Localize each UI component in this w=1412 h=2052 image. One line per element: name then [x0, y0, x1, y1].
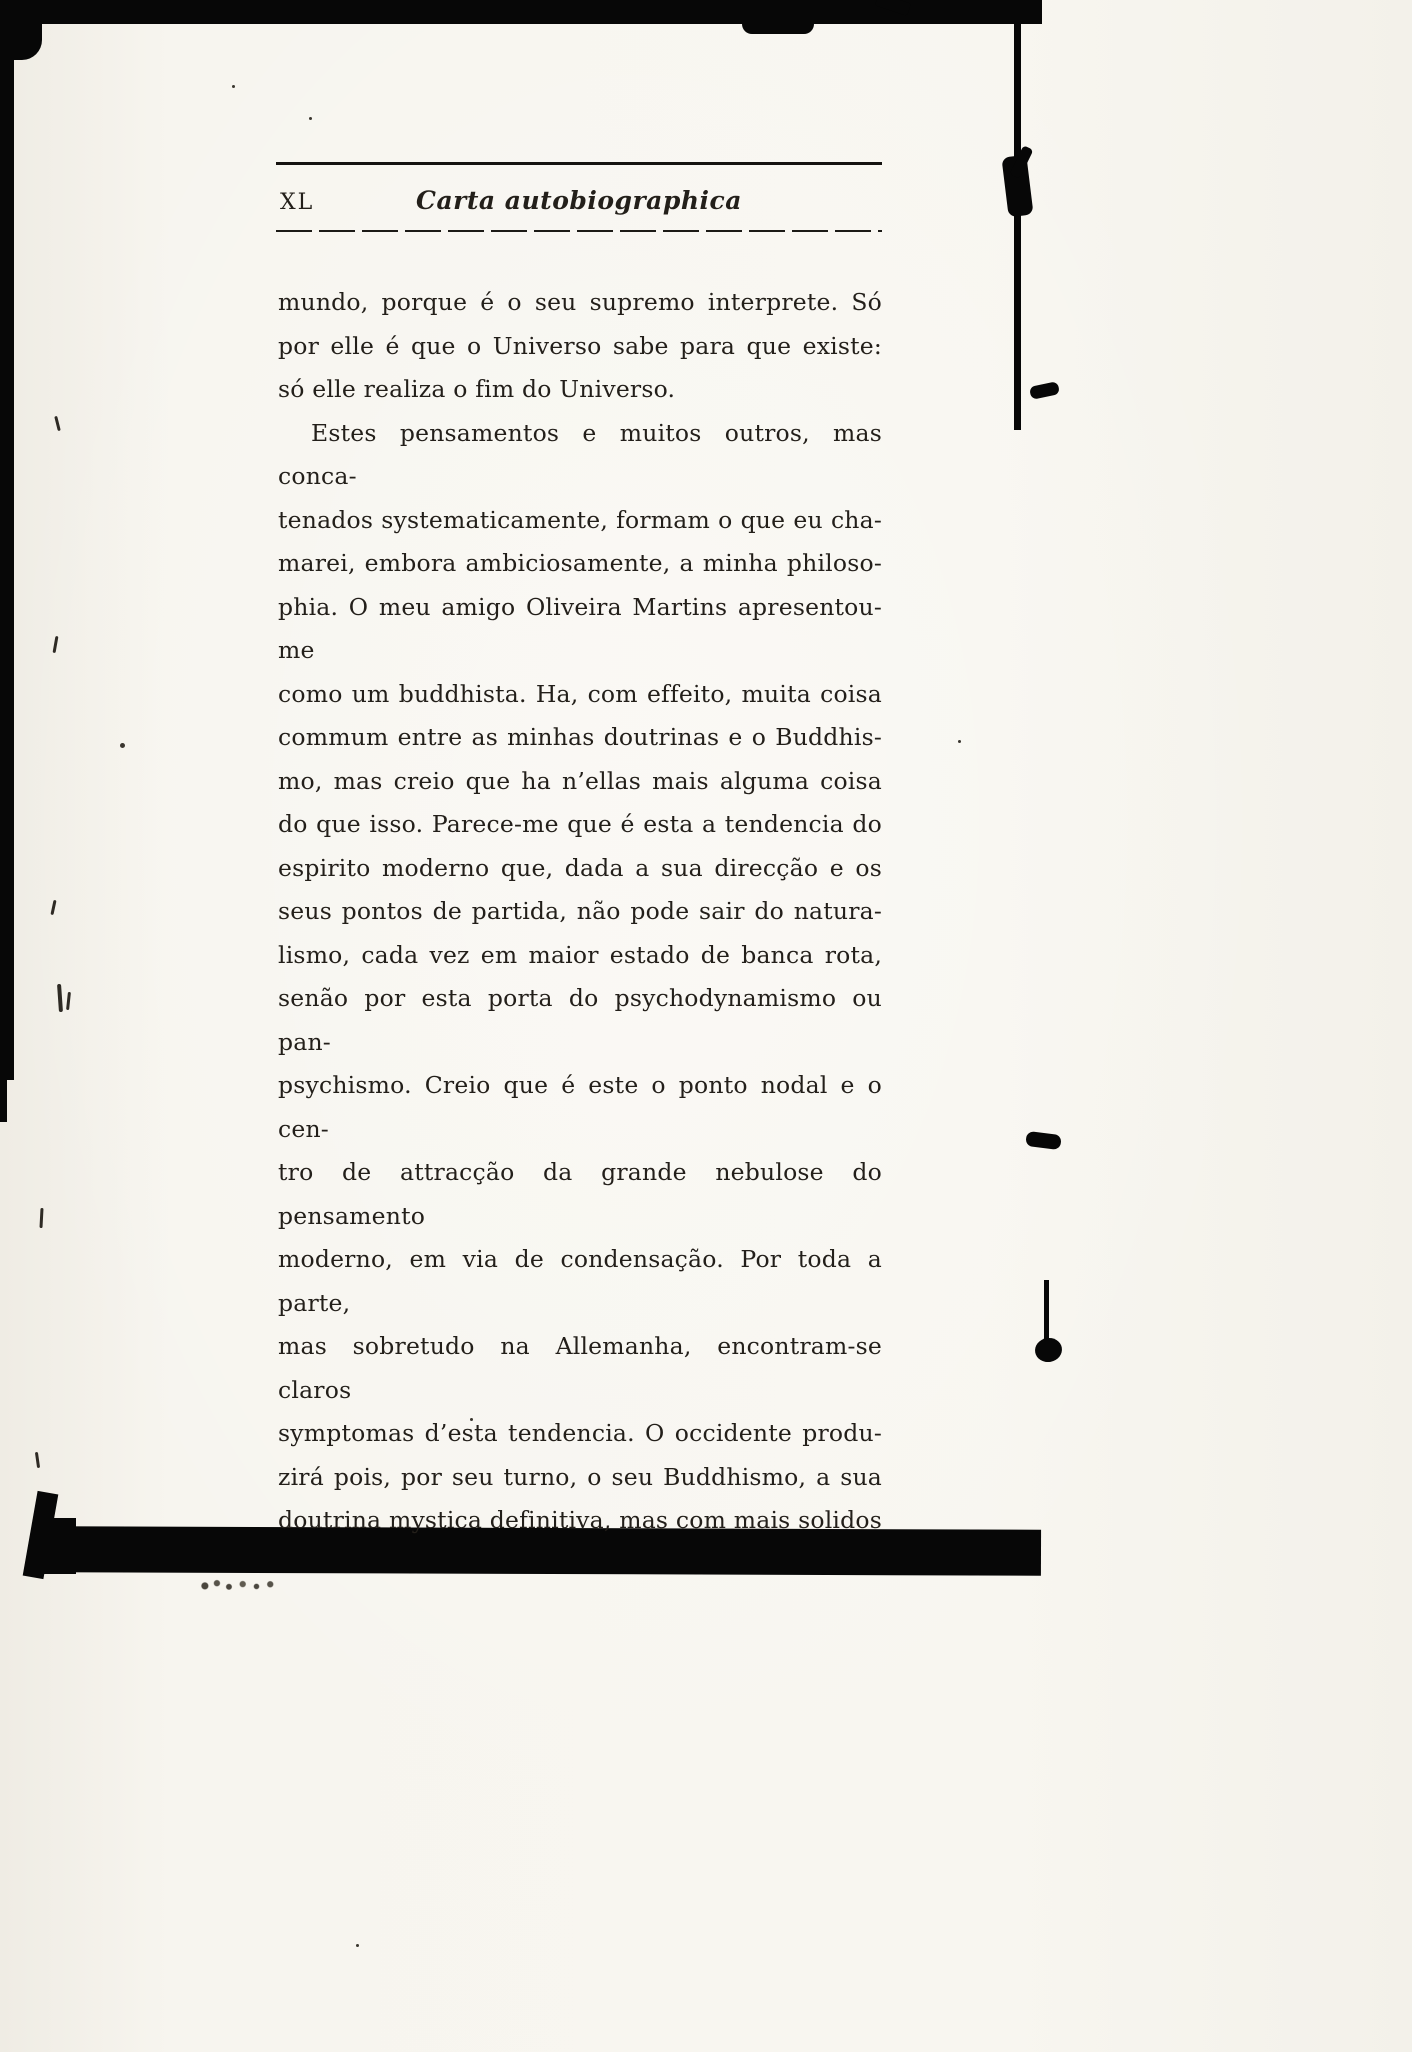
header-rule-bottom	[276, 230, 882, 232]
body-text	[278, 281, 882, 1543]
text-line: seus pontos de partida, não pode sair do natura-	[278, 897, 882, 925]
margin-mark	[57, 984, 63, 1012]
page-number: XL	[280, 190, 315, 215]
margin-mark	[35, 1452, 40, 1468]
paper-speck	[232, 85, 235, 88]
scan-edge-bottom-step	[42, 1518, 76, 1574]
header-rule-top	[276, 162, 882, 165]
text-line: doutrina mystica definitiva, mas com mais solidos	[278, 1506, 882, 1534]
margin-mark	[50, 900, 56, 915]
text-line: phia. O meu amigo Oliveira Martins apresentou-me	[278, 592, 882, 664]
text-line: espirito moderno que, dada a sua direcção e os	[278, 853, 882, 882]
text-line: por elle é que o Universo sabe para que existe:	[278, 331, 882, 360]
paragraph	[278, 281, 882, 412]
text-line: commum entre as minhas doutrinas e o Buddhis-	[278, 723, 882, 751]
text-line: symptomas d’esta tendencia. O occidente produ-	[278, 1419, 882, 1447]
text-line: senão por esta porta do psychodynamismo ou pan-	[278, 984, 882, 1056]
paper-speck	[309, 117, 312, 120]
running-title: Carta autobiographica	[416, 186, 742, 215]
scan-edge-left-tail	[0, 1078, 7, 1122]
page-header	[276, 184, 882, 218]
margin-mark	[54, 416, 61, 431]
footer-smudge	[198, 1576, 284, 1594]
paper-speck	[120, 743, 125, 748]
paper-speck	[958, 740, 961, 743]
text-line: do que isso. Parece-me que é esta a tendencia do	[278, 810, 882, 838]
ink-mark	[1025, 1131, 1062, 1150]
page-fold-line-lower	[1044, 1280, 1049, 1346]
text-line: como um buddhista. Ha, com effeito, muita coisa	[278, 679, 882, 708]
text-line: psychismo. Creio que é este o ponto nodal e o cen-	[278, 1071, 882, 1143]
ink-mark	[1029, 381, 1060, 400]
text-line: mo, mas creio que ha n’ellas mais alguma coisa	[278, 766, 882, 795]
text-line: moderno, em via de condensação. Por toda a parte,	[278, 1245, 882, 1317]
text-line: marei, embora ambiciosamente, a minha philoso-	[278, 549, 882, 577]
page-fold-line	[1014, 24, 1021, 430]
text-line: tenados systematicamente, formam o que eu cha-	[278, 505, 882, 534]
scan-edge-top-bump	[742, 22, 814, 34]
scan-edge-left	[0, 24, 14, 1080]
text-line: Estes pensamentos e muitos outros, mas conca-	[278, 418, 882, 490]
text-line: lismo, cada vez em maior estado de banca rota,	[278, 940, 882, 969]
margin-mark	[66, 992, 71, 1010]
margin-mark	[53, 636, 59, 653]
paragraph	[278, 412, 882, 1543]
text-line: zirá pois, por seu turno, o seu Buddhismo, a sua	[278, 1462, 882, 1491]
text-line: tro de attracção da grande nebulose do pensamento	[278, 1158, 882, 1230]
paper-speck	[356, 1944, 359, 1947]
text-line: só elle realiza o fim do Universo.	[278, 375, 676, 403]
text-line: mundo, porque é o seu supremo interprete. Só	[278, 288, 882, 316]
margin-mark	[39, 1208, 43, 1228]
text-line: mas sobretudo na Allemanha, encontram-se claros	[278, 1332, 882, 1404]
ink-blot	[1033, 1336, 1064, 1364]
